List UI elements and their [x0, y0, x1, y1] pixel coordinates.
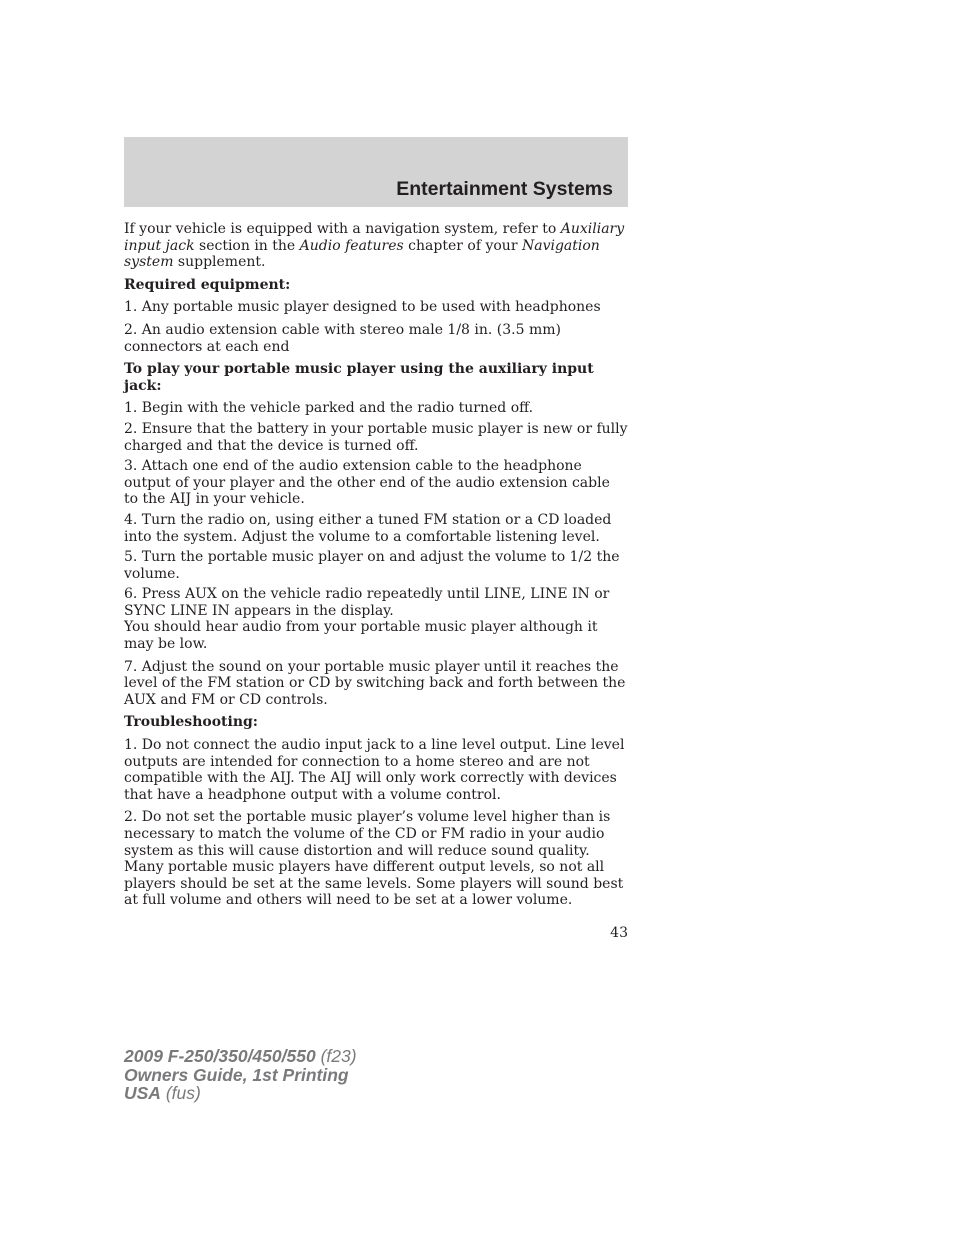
troubleshooting-heading: Troubleshooting:	[124, 714, 258, 731]
intro-text: supplement.	[173, 254, 266, 271]
play-step: 3. Attach one end of the audio extension cable to the headphone output of your player and the other end of the audio extension cable to the AIJ in your vehicle.	[124, 458, 610, 508]
footer-market-code: (fus)	[160, 1083, 201, 1103]
play-step: 2. Ensure that the battery in your portable music player is new or fully charged and that the device is turned off.	[124, 420, 628, 454]
intro-ref-navigation-system: Navigation system	[124, 237, 600, 271]
required-equipment-heading: Required equipment:	[124, 276, 291, 293]
play-step-note: You should hear audio from your portable music player although it may be low.	[124, 619, 598, 653]
page-number: 43	[610, 925, 628, 941]
footer-model-code: (f23)	[315, 1046, 357, 1066]
section-title: Entertainment Systems	[396, 178, 613, 200]
intro-paragraph	[124, 221, 628, 271]
footer-market-line	[124, 1084, 357, 1103]
troubleshooting-item: 1. Do not connect the audio input jack to a line level output. Line level outputs are intended for connection to a home stereo and are not compatible with the AIJ. The AIJ will only work correctly with devices that have a headphone output with a volume control.	[124, 737, 625, 803]
troubleshooting-item: 2. Do not set the portable music player’s volume level higher than is necessary to match the volume of the CD or FM radio in your audio system as this will cause distortion and will reduce sound quality. Many portable music players have different output levels, so not all players should be set at the same levels. Some players will sound best at full volume and others will need to be set at a lower volume.	[124, 809, 624, 909]
footer-model: 2009 F-250/350/450/550	[124, 1046, 316, 1066]
footer-model-line	[124, 1047, 357, 1066]
intro-ref-audio-features: Audio features	[299, 237, 404, 254]
page-content	[124, 221, 628, 915]
play-step: 6. Press AUX on the vehicle radio repeatedly until LINE, LINE IN or SYNC LINE IN appears in the display.	[124, 586, 610, 619]
play-step: 7. Adjust the sound on your portable music player until it reaches the level of the FM station or CD by switching back and forth between the AUX and FM or CD controls.	[124, 658, 626, 708]
play-step: 4. Turn the radio on, using either a tuned FM station or a CD loaded into the system. Adjust the volume to a comfortable listening level.	[124, 511, 612, 545]
footer-printing-line: Owners Guide, 1st Printing	[124, 1064, 349, 1085]
play-step: 5. Turn the portable music player on and adjust the volume to 1/2 the volume.	[124, 549, 620, 582]
footer-market: USA	[124, 1083, 161, 1103]
intro-ref-aux-jack: Auxiliary input jack	[124, 221, 625, 254]
document-footer	[124, 1047, 357, 1103]
required-item: 1. Any portable music player designed to be used with headphones	[124, 299, 601, 316]
play-step: 1. Begin with the vehicle parked and the radio turned off.	[124, 400, 534, 417]
play-instructions-heading: To play your portable music player using the auxiliary input jack:	[124, 361, 594, 394]
intro-text: chapter of your	[403, 237, 522, 254]
required-item: 2. An audio extension cable with stereo male 1/8 in. (3.5 mm) connectors at each end	[124, 321, 562, 355]
section-header-band	[124, 137, 628, 207]
intro-text: If your vehicle is equipped with a navigation system, refer to	[124, 221, 561, 237]
intro-text: section in the	[194, 237, 300, 254]
